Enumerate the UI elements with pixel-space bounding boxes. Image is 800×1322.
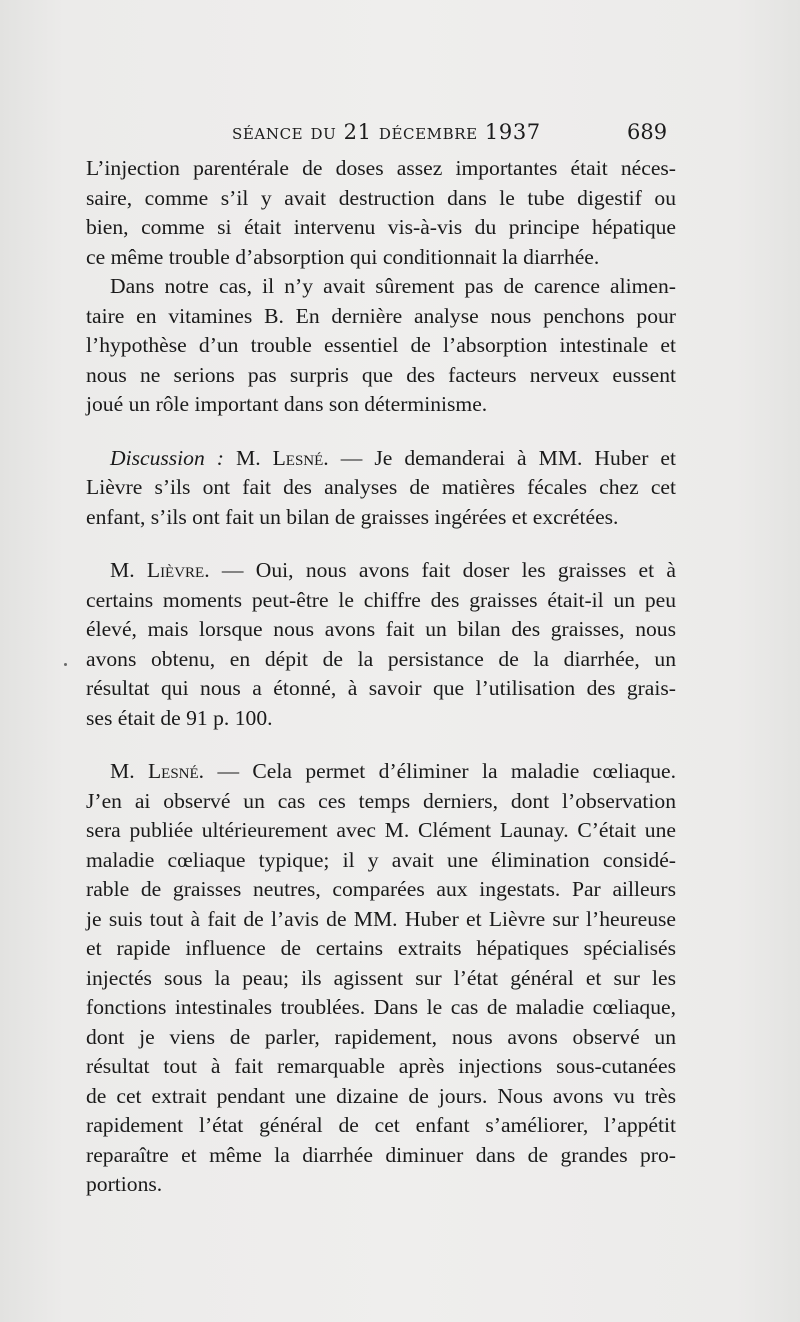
text-line: je suis tout à fait de l’avis de MM. Huber et Lièvre sur l’heureuse xyxy=(86,906,676,931)
line-text: — Cela permet d’éliminer la maladie cœliaque. xyxy=(217,759,676,783)
speaker-name: M. Lièvre. xyxy=(110,558,210,582)
text-line: certains moments peut-être le chiffre des graisses était-il un peu xyxy=(86,587,676,612)
paragraph-gap xyxy=(86,733,676,757)
line-text: — Oui, nous avons fait doser les graisses et à xyxy=(221,558,676,582)
text-line: saire, comme s’il y avait destruction dans le tube digestif ou xyxy=(86,185,676,210)
text-line: L’injection parentérale de doses assez importantes était néces- xyxy=(86,156,676,180)
speaker-name: M. Lesné. xyxy=(110,759,205,783)
text-line: résultat qui nous a étonné, à savoir que l’utilisation des grais- xyxy=(86,676,676,700)
text-line: maladie cœliaque typique; il y avait une élimination considé- xyxy=(86,847,676,872)
text-line: rable de graisses neutres, comparées aux ingestats. Par ailleurs xyxy=(86,877,676,901)
body-text xyxy=(86,154,676,1200)
paragraph-4 xyxy=(86,556,676,733)
paragraph-3 xyxy=(86,444,676,533)
text-line: élevé, mais lorsque nous avons fait un bilan des graisses, nous xyxy=(86,617,676,641)
text-line: reparaître et même la diarrhée diminuer dans de grandes pro- xyxy=(86,1142,676,1167)
text-line: Dans notre cas, il n’y avait sûrement pas de carence alimen- xyxy=(110,274,676,298)
text-line: portions. xyxy=(86,1172,163,1196)
text-line: et rapide influence de certains extraits hépatiques spécialisés xyxy=(86,936,676,960)
speaker-name: M. Lesné. xyxy=(236,445,329,470)
text-line: rapidement l’état général de cet enfant s’améliorer, l’appétit xyxy=(86,1113,676,1137)
text-line xyxy=(86,444,676,474)
text-line: taire en vitamines B. En dernière analyse nous penchons pour xyxy=(86,303,676,328)
text-line xyxy=(86,757,676,787)
line-text: — Je demanderai à MM. Huber et xyxy=(340,445,676,470)
text-line: ses était de 91 p. 100. xyxy=(86,705,273,730)
running-title: séance du 21 décembre 1937 xyxy=(232,120,541,144)
text-line: injectés sous la peau; ils agissent sur l’état général et sur les xyxy=(86,965,676,990)
page-header xyxy=(0,118,800,150)
text-line: fonctions intestinales troublées. Dans le cas de maladie cœliaque, xyxy=(86,995,676,1019)
paragraph-2 xyxy=(86,272,676,420)
text-line: l’hypothèse d’un trouble essentiel de l’absorption intestinale et xyxy=(86,333,676,357)
text-line: de cet extrait pendant une dizaine de jours. Nous avons vu très xyxy=(86,1083,676,1108)
discussion-label: Discussion : xyxy=(110,445,224,470)
text-line: bien, comme si était intervenu vis-à-vis du principe hépatique xyxy=(86,215,676,239)
text-line: dont je viens de parler, rapidement, nous avons observé un xyxy=(86,1024,676,1049)
text-line: J’en ai observé un cas ces temps derniers, dont l’observation xyxy=(86,788,676,813)
ink-speck xyxy=(64,663,67,666)
text-line: sera publiée ultérieurement avec M. Clément Launay. C’était une xyxy=(86,818,676,842)
page-number: 689 xyxy=(627,120,668,144)
text-line: nous ne serions pas surpris que des facteurs nerveux eussent xyxy=(86,362,676,387)
paragraph-gap xyxy=(86,532,676,556)
text-line: avons obtenu, en dépit de la persistance de la diarrhée, un xyxy=(86,646,676,671)
paragraph-5 xyxy=(86,757,676,1200)
text-line: enfant, s’ils ont fait un bilan de graisses ingérées et excrétées. xyxy=(86,504,619,529)
paragraph-1 xyxy=(86,154,676,272)
text-line: ce même trouble d’absorption qui conditionnait la diarrhée. xyxy=(86,244,600,269)
text-line: joué un rôle important dans son déterminisme. xyxy=(86,392,488,416)
text-line: Lièvre s’ils ont fait des analyses de matières fécales chez cet xyxy=(86,475,676,499)
text-line: résultat tout à fait remarquable après injections sous-cutanées xyxy=(86,1054,676,1078)
text-line xyxy=(86,556,676,586)
paragraph-gap xyxy=(86,420,676,444)
